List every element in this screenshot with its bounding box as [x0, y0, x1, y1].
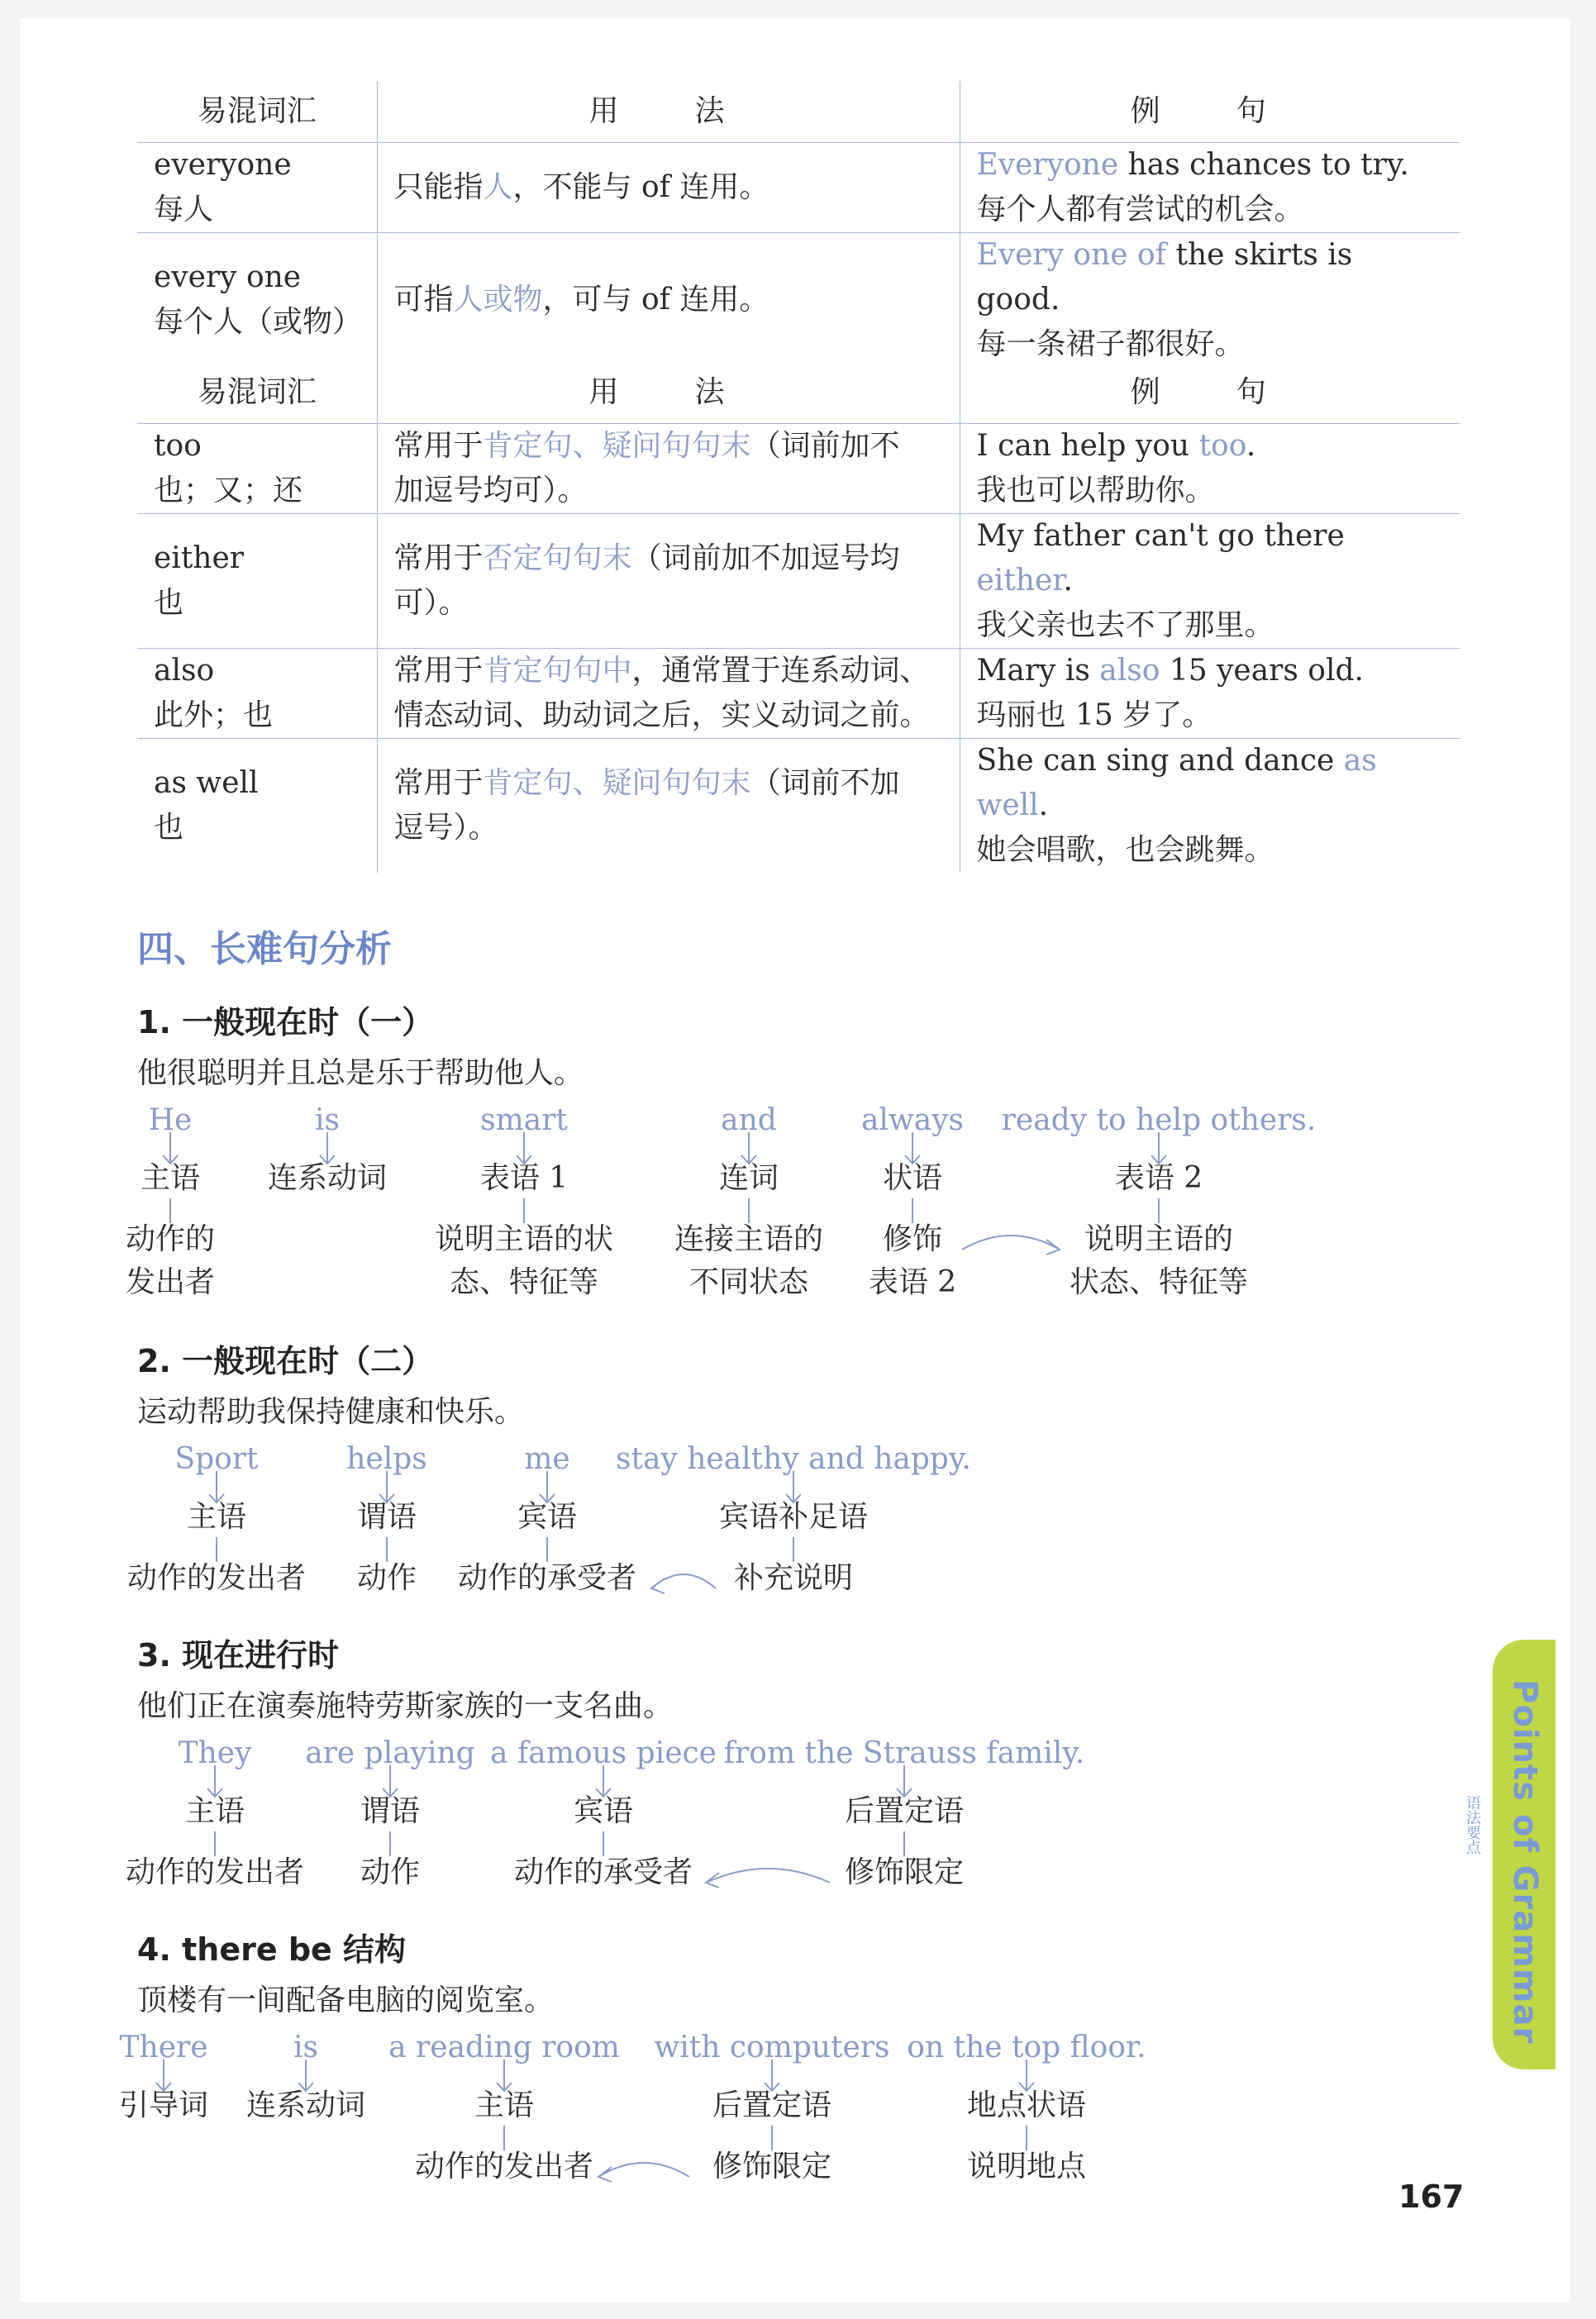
sentence-4-translation: 顶楼有一间配备电脑的阅览室。 — [137, 1983, 555, 2017]
word-cell: as well 也 — [154, 766, 259, 845]
sentence-description: 补充说明 — [733, 1561, 854, 1595]
sentence-3-heading: 3. 现在进行时 — [137, 1637, 340, 1674]
table-row — [137, 233, 1460, 368]
down-arrow-icon — [209, 1494, 224, 1502]
sentence-word: stay healthy and happy. — [616, 1442, 971, 1476]
down-arrow-icon — [163, 1155, 178, 1164]
down-arrow-icon — [320, 1155, 335, 1164]
example-cell: Every one of the skirts is good. 每一条裙子都很好。 — [960, 233, 1460, 368]
table-row — [137, 739, 1460, 874]
word-cell: every one 每个人（或物） — [154, 260, 363, 339]
sentence-word: on the top floor. — [907, 2031, 1146, 2064]
arrow-head-icon — [1046, 1240, 1060, 1255]
down-arrow-icon — [517, 1155, 531, 1164]
side-tab-subtitle: 语法要点 — [1464, 1795, 1481, 1855]
sentence-word: ready to help others. — [1001, 1103, 1317, 1137]
sentence-description: 修饰限定 — [712, 2150, 832, 2183]
arrow-head-icon — [598, 2167, 612, 2182]
sentence-role: 谓语 — [360, 1794, 421, 1828]
word-cell: everyone 每人 — [137, 143, 377, 233]
down-arrow-icon — [497, 2083, 512, 2091]
modifies-curve-arrow — [598, 2163, 689, 2177]
sentence-role: 主语 — [474, 2088, 535, 2122]
sentence-role: 宾语补足语 — [718, 1500, 869, 1534]
sentence-word: smart — [480, 1103, 568, 1137]
page — [20, 18, 1570, 2302]
sentence-word: a famous piece — [490, 1736, 717, 1770]
down-arrow-icon — [1019, 2083, 1034, 2091]
example-cell: I can help you too. 我也可以帮助你。 — [960, 424, 1460, 514]
sentence-description: 动作的承受者 — [457, 1561, 637, 1595]
sentence-role: 主语 — [140, 1161, 201, 1195]
sentence-role: 连系动词 — [267, 1161, 388, 1195]
sentence-word: and — [721, 1103, 777, 1137]
sentence-word: is — [293, 2031, 318, 2064]
modifies-curve-arrow — [651, 1574, 716, 1588]
sentence-role: 表语 1 — [479, 1161, 569, 1195]
sentence-role: 宾语 — [517, 1500, 578, 1534]
word-cell: also 此外；也 — [137, 649, 377, 739]
sentence-description: 动作 — [356, 1561, 417, 1595]
sentence-1-heading: 1. 一般现在时（一） — [137, 1004, 434, 1040]
down-arrow-icon — [741, 1155, 756, 1164]
table-row — [137, 424, 1460, 514]
usage-cell: 常用于肯定句、疑问句句末（词前不加 逗号）。 — [377, 739, 960, 874]
table-header-row — [137, 362, 1460, 424]
page-number: 167 — [1398, 2179, 1465, 2215]
down-arrow-icon — [540, 1494, 555, 1502]
sentence-role: 连词 — [718, 1161, 779, 1195]
sentence-4-heading: 4. there be 结构 — [137, 1931, 407, 1968]
sentence-word: is — [315, 1103, 340, 1137]
section-title: 四、长难句分析 — [137, 928, 392, 970]
header-word: 易混词汇 — [137, 81, 377, 143]
example-cell: Everyone has chances to try. 每个人都有尝试的机会。 — [960, 143, 1460, 233]
sentence-role: 主语 — [186, 1500, 247, 1534]
sentence-word: Sport — [174, 1442, 259, 1476]
sentence-description: 动作的 发出者 — [125, 1222, 216, 1299]
down-arrow-icon — [897, 1788, 912, 1797]
word-cell: too 也；又；还 — [137, 424, 377, 514]
down-arrow-icon — [1151, 1155, 1166, 1164]
sentence-word: are playing — [305, 1736, 475, 1770]
modifies-curve-arrow — [706, 1869, 830, 1883]
sentence-role: 主语 — [184, 1794, 245, 1828]
sentence-description: 动作 — [360, 1855, 421, 1889]
header-word: 易混词汇 — [137, 362, 377, 424]
table-row — [137, 514, 1460, 649]
sentence-2-translation: 运动帮助我保持健康和快乐。 — [137, 1395, 525, 1429]
header-usage: 用 法 — [377, 81, 960, 143]
sentence-description: 说明地点 — [966, 2150, 1087, 2183]
sentence-3-translation: 他们正在演奏施特劳斯家族的一支名曲。 — [137, 1689, 674, 1723]
sentence-description: 动作的承受者 — [513, 1855, 693, 1889]
table-row — [137, 143, 1460, 233]
sentence-role: 连系动词 — [245, 2088, 366, 2122]
down-arrow-icon — [298, 2083, 313, 2091]
table-header-row — [137, 81, 1460, 143]
down-arrow-icon — [786, 1494, 801, 1502]
sentence-role: 地点状语 — [966, 2088, 1087, 2122]
sentence-role: 后置定语 — [712, 2088, 832, 2122]
sentence-word: with computers — [654, 2031, 890, 2064]
sentence-word: There — [119, 2031, 208, 2064]
down-arrow-icon — [905, 1155, 920, 1164]
arrow-head-icon — [706, 1873, 719, 1888]
sentence-word: a reading room — [388, 2031, 620, 2064]
usage-cell: 常用于肯定句、疑问句句末（词前加不 加逗号均可）。 — [377, 424, 960, 514]
down-arrow-icon — [207, 1788, 222, 1797]
sentence-role: 表语 2 — [1114, 1161, 1203, 1195]
sentence-description: 连接主语的 不同状态 — [674, 1222, 824, 1299]
sentence-description: 说明主语的状 态、特征等 — [434, 1222, 614, 1299]
vocab-table-2 — [137, 362, 1460, 873]
sentence-word: always — [860, 1103, 965, 1137]
usage-cell: 可指人或物，可与 of 连用。 — [377, 233, 960, 368]
sentence-role: 引导词 — [118, 2088, 209, 2122]
down-arrow-icon — [383, 1788, 398, 1797]
example-cell: Mary is also 15 years old. 玛丽也 15 岁了。 — [960, 649, 1460, 739]
table-row — [137, 649, 1460, 739]
sentence-description: 修饰限定 — [844, 1855, 965, 1889]
arrow-head-icon — [651, 1579, 665, 1593]
sentence-description: 动作的发出者 — [126, 1561, 307, 1595]
down-arrow-icon — [156, 2083, 171, 2091]
usage-cell: 只能指人，不能与 of 连用。 — [377, 143, 960, 233]
header-usage: 用 法 — [377, 362, 960, 424]
usage-cell: 常用于否定句句末（词前加不加逗号均 可）。 — [377, 514, 960, 649]
down-arrow-icon — [596, 1788, 611, 1797]
sentence-role: 后置定语 — [844, 1794, 965, 1828]
word-cell: either 也 — [137, 514, 377, 649]
sentence-description: 动作的发出者 — [125, 1855, 305, 1889]
sentence-1-translation: 他很聪明并且总是乐于帮助他人。 — [137, 1056, 584, 1090]
sentence-description: 说明主语的 状态、特征等 — [1069, 1222, 1249, 1299]
header-example: 例 句 — [960, 362, 1460, 424]
header-example: 例 句 — [960, 81, 1460, 143]
usage-cell: 常用于肯定句句中，通常置于连系动词、 情态动词、助动词之后，实义动词之前。 — [377, 649, 960, 739]
sentence-2-heading: 2. 一般现在时（二） — [137, 1343, 434, 1379]
example-cell: My father can't go there either. 我父亲也去不了那里。 — [960, 514, 1460, 649]
sentence-word: He — [148, 1103, 193, 1137]
modifies-curve-arrow — [962, 1236, 1060, 1250]
sentence-word: They — [178, 1736, 252, 1770]
side-tab-title: Points of Grammar — [1506, 1679, 1544, 2045]
down-arrow-icon — [765, 2083, 779, 2091]
down-arrow-icon — [379, 1494, 394, 1502]
sentence-word: from the Strauss family. — [723, 1736, 1085, 1770]
sentence-description: 动作的发出者 — [414, 2150, 594, 2183]
sentence-word: helps — [346, 1442, 427, 1476]
sentence-role: 状语 — [882, 1161, 943, 1195]
sentence-role: 谓语 — [356, 1500, 417, 1534]
sentence-word: me — [524, 1442, 570, 1476]
sentence-role: 宾语 — [573, 1794, 634, 1828]
vocab-table-1 — [137, 81, 1460, 367]
example-cell: She can sing and dance as well. 她会唱歌，也会跳舞。 — [960, 739, 1460, 874]
sentence-description: 修饰 表语 2 — [868, 1222, 957, 1299]
